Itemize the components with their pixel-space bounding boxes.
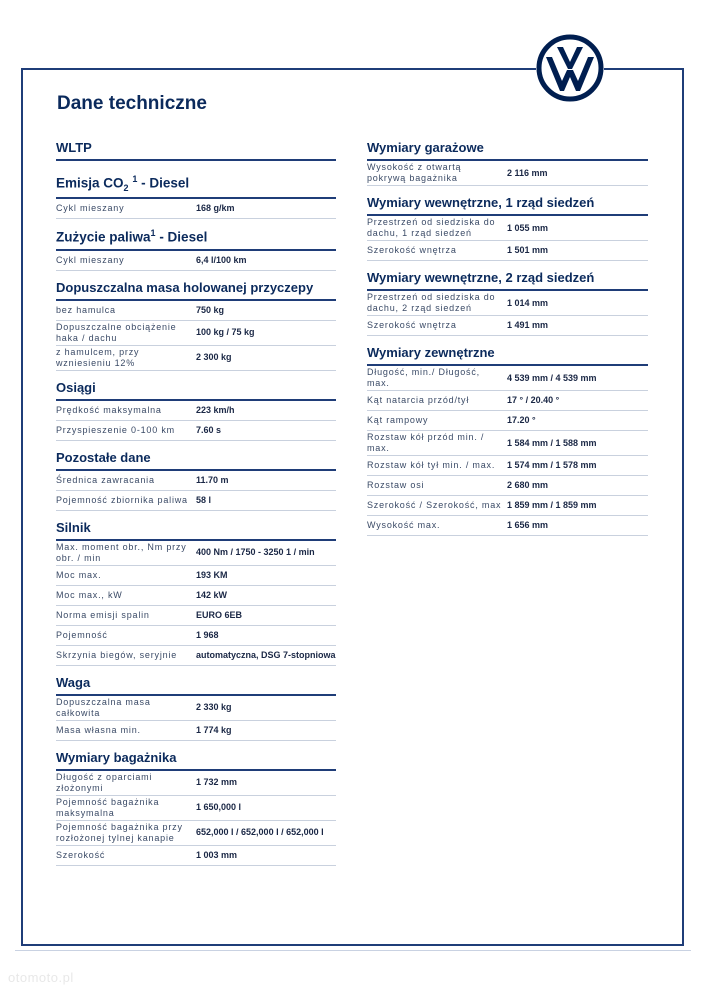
section-przyczepa [56,280,336,371]
section-zuzycie [56,228,336,271]
spec-value: 1 501 mm [507,245,549,255]
spec-label: Długość z oparciami złożonymi [56,771,153,793]
spec-row [56,796,336,821]
section-zew [367,345,648,536]
emisja-suffix: - Diesel [137,175,190,191]
spec-value: 17 ° / 20.40 ° [507,395,560,405]
section-emisja [56,170,336,219]
spec-label: Wysokość z otwartą pokrywą bagażnika [367,162,462,183]
spec-row [367,366,648,391]
spec-row [56,821,336,846]
spec-value: 1 003 mm [196,849,238,860]
spec-label: Szerokość wnętrza [367,245,457,255]
przyczepa-rows [56,301,336,371]
spec-value: 193 KM [196,569,228,580]
silnik-heading: Silnik [56,520,336,541]
spec-label: Norma emisji spalin [56,609,150,620]
spec-label: Kąt natarcia przód/tył [367,395,470,405]
spec-value: automatyczna, DSG 7-stopniowa [196,649,336,660]
spec-row [56,321,336,346]
pozostale-rows [56,471,336,511]
spec-label: Wysokość max. [367,520,441,530]
spec-label: Cykl mieszany [56,203,125,214]
spec-label: Pojemność bagażnika maksymalna [56,796,160,818]
spec-value: 2 116 mm [507,167,548,178]
section-garazowe [367,140,648,186]
spec-value: 1 574 mm / 1 578 mm [507,460,597,470]
spec-value: 1 774 kg [196,724,232,735]
spec-label: Dopuszczalna masa całkowita [56,696,151,718]
spec-label: Długość, min./ Długość, max. [367,367,480,388]
spec-row [56,846,336,866]
spec-label: Kąt rampowy [367,415,429,425]
spec-row [56,401,336,421]
section-osiagi [56,380,336,441]
page-title: Dane techniczne [57,93,207,114]
spec-row [56,626,336,646]
bagaznik-rows [56,771,336,866]
wew1-rows [367,216,648,261]
zew-rows [367,366,648,536]
bottom-divider [15,950,691,951]
spec-value: 4 539 mm / 4 539 mm [507,372,597,383]
spec-value: 2 300 kg [196,352,232,363]
spec-label: Cykl mieszany [56,254,125,265]
spec-label: Pojemność bagażnika przy rozłożonej tylnej kanapie [56,821,183,843]
spec-value: 11.70 m [196,474,229,485]
spec-value: 750 kg [196,304,225,315]
spec-label: Szerokość wnętrza [367,320,457,330]
garazowe-heading: Wymiary garażowe [367,140,648,161]
zuzycie-superscript: 1 [150,228,156,239]
emisja-heading [56,170,336,199]
spec-value: EURO 6EB [196,609,243,620]
spec-value: 1 656 mm [507,520,549,530]
spec-row [56,199,336,219]
spec-value: 17.20 ° [507,415,536,425]
section-silnik [56,520,336,666]
zew-heading: Wymiary zewnętrzne [367,345,648,366]
spec-value: 1 859 mm / 1 859 mm [507,500,597,510]
spec-label: Szerokość [56,849,106,860]
spec-value: 6,4 l/100 km [196,254,247,265]
spec-value: 2 330 kg [196,702,232,713]
spec-label: Średnica zawracania [56,474,155,485]
wew2-rows [367,291,648,336]
spec-row [56,721,336,741]
spec-label: Masa własna min. [56,724,141,735]
spec-row [367,291,648,316]
section-waga [56,675,336,741]
osiagi-rows [56,401,336,441]
zuzycie-label: Zużycie paliwa [56,229,151,245]
section-wew1 [367,195,648,261]
spec-label: Dopuszczalne obciążenie haka / dachu [56,321,177,343]
zuzycie-heading [56,228,336,251]
spec-row [367,431,648,456]
osiagi-heading: Osiągi [56,380,336,401]
spec-value: 1 055 mm [507,222,549,233]
spec-value: 1 014 mm [507,297,549,308]
spec-row [56,541,336,566]
spec-row [56,491,336,511]
spec-value: 2 680 mm [507,480,549,490]
spec-row [367,161,648,186]
spec-row [367,496,648,516]
spec-row [367,241,648,261]
spec-value: 400 Nm / 1750 - 3250 1 / min [196,547,315,558]
spec-row [56,471,336,491]
section-pozostale [56,450,336,511]
spec-label: Max. moment obr., Nm przy obr. / min [56,541,187,563]
spec-value: 168 g/km [196,203,235,214]
zuzycie-suffix: - Diesel [155,229,208,245]
spec-row [367,316,648,336]
spec-row [56,251,336,271]
spec-label: bez hamulca [56,304,116,315]
spec-row [367,391,648,411]
spec-label: Przyspieszenie 0-100 km [56,424,175,435]
garazowe-rows [367,161,648,186]
spec-row [367,456,648,476]
spec-value: 58 l [196,494,212,505]
spec-row [56,566,336,586]
spec-value: 1 650,000 l [196,802,242,813]
spec-value: 1 732 mm [196,777,238,788]
spec-row [56,646,336,666]
spec-row [367,476,648,496]
pozostale-heading: Pozostałe dane [56,450,336,471]
wew2-heading: Wymiary wewnętrzne, 2 rząd siedzeń [367,270,648,291]
spec-row [367,516,648,536]
spec-label: Prędkość maksymalna [56,404,162,415]
spec-label: Moc max. [56,569,102,580]
emisja-rows [56,199,336,219]
vw-logo-icon [536,34,604,102]
waga-rows [56,696,336,741]
przyczepa-heading: Dopuszczalna masa holowanej przyczepy [56,280,336,301]
spec-row [367,411,648,431]
spec-label: Skrzynia biegów, seryjnie [56,649,178,660]
spec-label: Rozstaw kół przód min. / max. [367,432,485,453]
section-wltp [56,140,336,161]
emisja-superscript: 1 [132,174,138,184]
spec-label: Przestrzeń od siedziska do dachu, 2 rząd siedzeń [367,292,496,313]
wltp-heading: WLTP [56,140,336,161]
spec-label: Pojemność zbiornika paliwa [56,494,188,505]
spec-value: 1 968 [196,629,219,640]
spec-row [56,606,336,626]
spec-label: Moc max., kW [56,589,123,600]
bagaznik-heading: Wymiary bagażnika [56,750,336,771]
spec-row [56,346,336,371]
section-wew2 [367,270,648,336]
emisja-label: Emisja CO [56,175,124,191]
watermark: otomoto.pl [8,970,74,985]
spec-label: Szerokość / Szerokość, max [367,500,502,510]
spec-value: 7.60 s [196,424,222,435]
silnik-rows [56,541,336,666]
wew1-heading: Wymiary wewnętrzne, 1 rząd siedzeń [367,195,648,216]
spec-value: 1 491 mm [507,320,549,330]
spec-row [367,216,648,241]
spec-row [56,696,336,721]
spec-label: Pojemność [56,629,108,640]
spec-label: z hamulcem, przy wzniesieniu 12% [56,346,140,368]
section-bagaznik [56,750,336,866]
emisja-subscript: 2 [123,183,129,194]
left-column [56,140,336,875]
spec-label: Rozstaw kół tył min. / max. [367,460,496,470]
spec-value: 223 km/h [196,404,235,415]
spec-value: 1 584 mm / 1 588 mm [507,437,597,448]
spec-value: 652,000 l / 652,000 l / 652,000 l [196,827,324,838]
spec-row [56,586,336,606]
spec-value: 142 kW [196,589,228,600]
spec-value: 100 kg / 75 kg [196,327,255,338]
spec-row [56,771,336,796]
spec-row [56,421,336,441]
spec-label: Przestrzeń od siedziska do dachu, 1 rząd siedzeń [367,217,496,238]
right-column [367,140,648,545]
waga-heading: Waga [56,675,336,696]
spec-row [56,301,336,321]
spec-label: Rozstaw osi [367,480,425,490]
zuzycie-rows [56,251,336,271]
